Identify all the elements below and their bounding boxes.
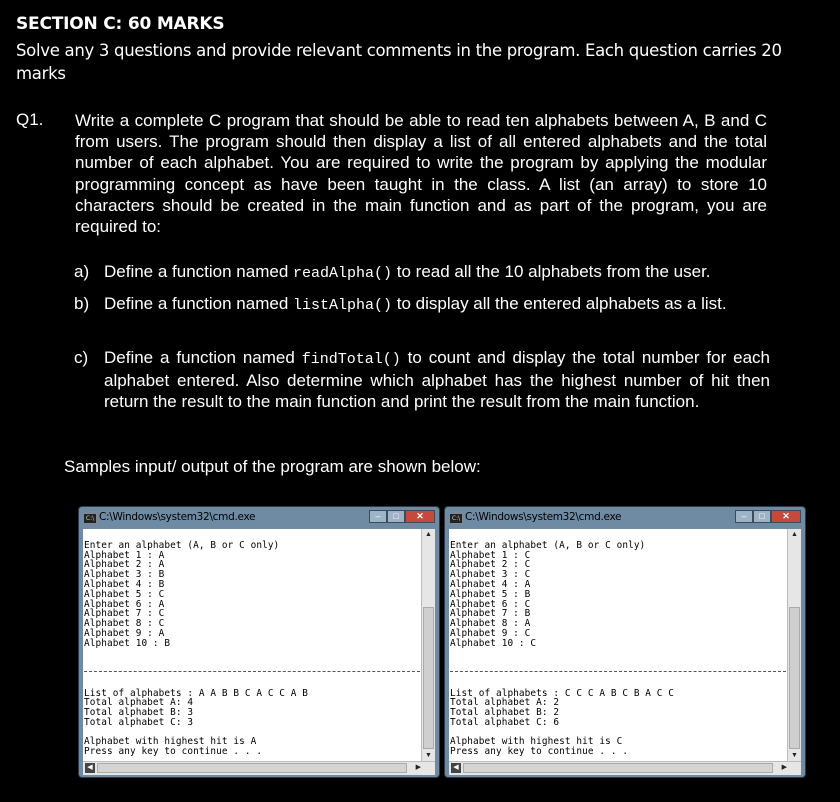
console-window-1 xyxy=(78,506,440,778)
console-line: Alphabet 7 : B xyxy=(450,608,531,620)
scroll-up-icon[interactable]: ▲ xyxy=(791,531,798,538)
console-line: Alphabet 9 : C xyxy=(450,627,531,639)
console-press: Press any key to continue . . . xyxy=(84,745,263,757)
sub-question-text: to count and display the total number for each alphabet entered. Also determine which alphabet has the highest number of hit then return the result to the main function and print the result from the main function. xyxy=(104,348,770,412)
console-total: Total alphabet C: 6 xyxy=(450,716,560,728)
minimize-button[interactable]: – xyxy=(369,510,387,523)
scroll-left-icon[interactable]: ◀ xyxy=(85,763,95,773)
console-line: Alphabet 1 : A xyxy=(84,549,165,561)
console-line: Alphabet 5 : C xyxy=(84,588,165,600)
console-client xyxy=(449,529,801,775)
question-body: Write a complete C program that should be able to read ten alphabets between A, B and C from users. The program should then display a list of all entered alphabets and the total number of each alphabet. You are required to write the program by applying the modular programming concept as have been taught in the class. A list (an array) to store 10 characters should be created in the main function and as part of the program, you are required to: xyxy=(75,111,767,237)
scroll-thumb[interactable] xyxy=(423,607,434,749)
maximize-button[interactable]: □ xyxy=(387,510,405,523)
sub-question-label: c) xyxy=(74,348,89,367)
scroll-down-icon[interactable]: ▼ xyxy=(425,752,432,759)
console-output xyxy=(450,531,786,757)
horizontal-scrollbar[interactable] xyxy=(83,761,435,775)
console-list: List of alphabets : C C C A B C B A C C xyxy=(450,687,675,699)
console-output xyxy=(84,531,420,757)
console-line: Alphabet 1 : C xyxy=(450,549,531,561)
console-line: Alphabet 5 : B xyxy=(450,588,531,600)
scroll-right-icon[interactable]: ▶ xyxy=(781,764,787,771)
console-line: Alphabet 8 : A xyxy=(450,618,531,630)
console-total: Total alphabet A: 2 xyxy=(450,697,560,709)
function-name: readAlpha() xyxy=(293,265,393,282)
function-name: findTotal() xyxy=(301,351,401,368)
minimize-button[interactable]: – xyxy=(735,510,753,523)
horizontal-scrollbar[interactable] xyxy=(449,761,801,775)
console-client xyxy=(83,529,435,775)
console-window-2 xyxy=(444,506,806,778)
title-bar[interactable] xyxy=(445,507,805,528)
scroll-thumb[interactable] xyxy=(97,763,407,773)
console-line: Alphabet 10 : C xyxy=(450,637,537,649)
sub-question-text: to display all the entered alphabets as a list. xyxy=(392,294,727,313)
console-total: Total alphabet A: 4 xyxy=(84,697,194,709)
question-number: Q1. xyxy=(16,110,44,129)
scroll-right-icon[interactable]: ▶ xyxy=(415,764,421,771)
cmd-icon: C:\ xyxy=(449,513,463,524)
console-line: Alphabet 8 : C xyxy=(84,618,165,630)
console-line: Alphabet 4 : B xyxy=(84,578,165,590)
maximize-button[interactable]: □ xyxy=(753,510,771,523)
scroll-thumb[interactable] xyxy=(789,607,800,749)
console-line: Alphabet 9 : A xyxy=(84,627,165,639)
console-total: Total alphabet C: 3 xyxy=(84,716,194,728)
title-bar[interactable] xyxy=(79,507,439,528)
section-instructions: Solve any 3 questions and provide relevant comments in the program. Each question carries 20 marks xyxy=(16,41,782,83)
sub-question-text: Define a function named xyxy=(104,294,294,313)
console-line: Alphabet 7 : C xyxy=(84,608,165,620)
console-highest: Alphabet with highest hit is C xyxy=(450,735,623,747)
console-highest: Alphabet with highest hit is A xyxy=(84,735,257,747)
console-prompt: Enter an alphabet (A, B or C only) xyxy=(450,539,646,551)
console-press: Press any key to continue . . . xyxy=(450,745,629,757)
samples-label: Samples input/ output of the program are shown below: xyxy=(64,457,481,476)
scroll-left-icon[interactable]: ◀ xyxy=(451,763,461,773)
console-total: Total alphabet B: 3 xyxy=(84,707,194,719)
sub-question-text: Define a function named xyxy=(104,262,294,281)
sub-question-label: a) xyxy=(74,262,90,281)
close-button[interactable]: ✕ xyxy=(771,510,801,523)
scroll-up-icon[interactable]: ▲ xyxy=(425,531,432,538)
console-line: Alphabet 6 : A xyxy=(84,598,165,610)
vertical-scrollbar[interactable] xyxy=(787,529,801,761)
console-line: Alphabet 3 : C xyxy=(450,569,531,581)
scroll-thumb[interactable] xyxy=(463,763,773,773)
console-line: Alphabet 2 : A xyxy=(84,559,165,571)
sub-question-text: to read all the 10 alphabets from the user. xyxy=(392,262,711,281)
function-name: listAlpha() xyxy=(293,297,393,314)
console-line: Alphabet 10 : B xyxy=(84,637,171,649)
scroll-down-icon[interactable]: ▼ xyxy=(791,752,798,759)
console-prompt: Enter an alphabet (A, B or C only) xyxy=(84,539,280,551)
console-list: List of alphabets : A A B B C A C C A B xyxy=(84,687,309,699)
console-line: Alphabet 6 : C xyxy=(450,598,531,610)
sub-question-text: Define a function named xyxy=(104,348,302,367)
vertical-scrollbar[interactable] xyxy=(421,529,435,761)
section-title: SECTION C: 60 MARKS xyxy=(16,14,225,34)
console-line: Alphabet 4 : A xyxy=(450,578,531,590)
cmd-icon: C:\ xyxy=(83,513,97,524)
close-button[interactable]: ✕ xyxy=(405,510,435,523)
console-line: Alphabet 3 : B xyxy=(84,569,165,581)
console-total: Total alphabet B: 2 xyxy=(450,707,560,719)
sub-question-label: b) xyxy=(74,294,90,313)
window-title: C:\Windows\system32\cmd.exe xyxy=(99,511,256,523)
console-line: Alphabet 2 : C xyxy=(450,559,531,571)
window-title: C:\Windows\system32\cmd.exe xyxy=(465,511,622,523)
